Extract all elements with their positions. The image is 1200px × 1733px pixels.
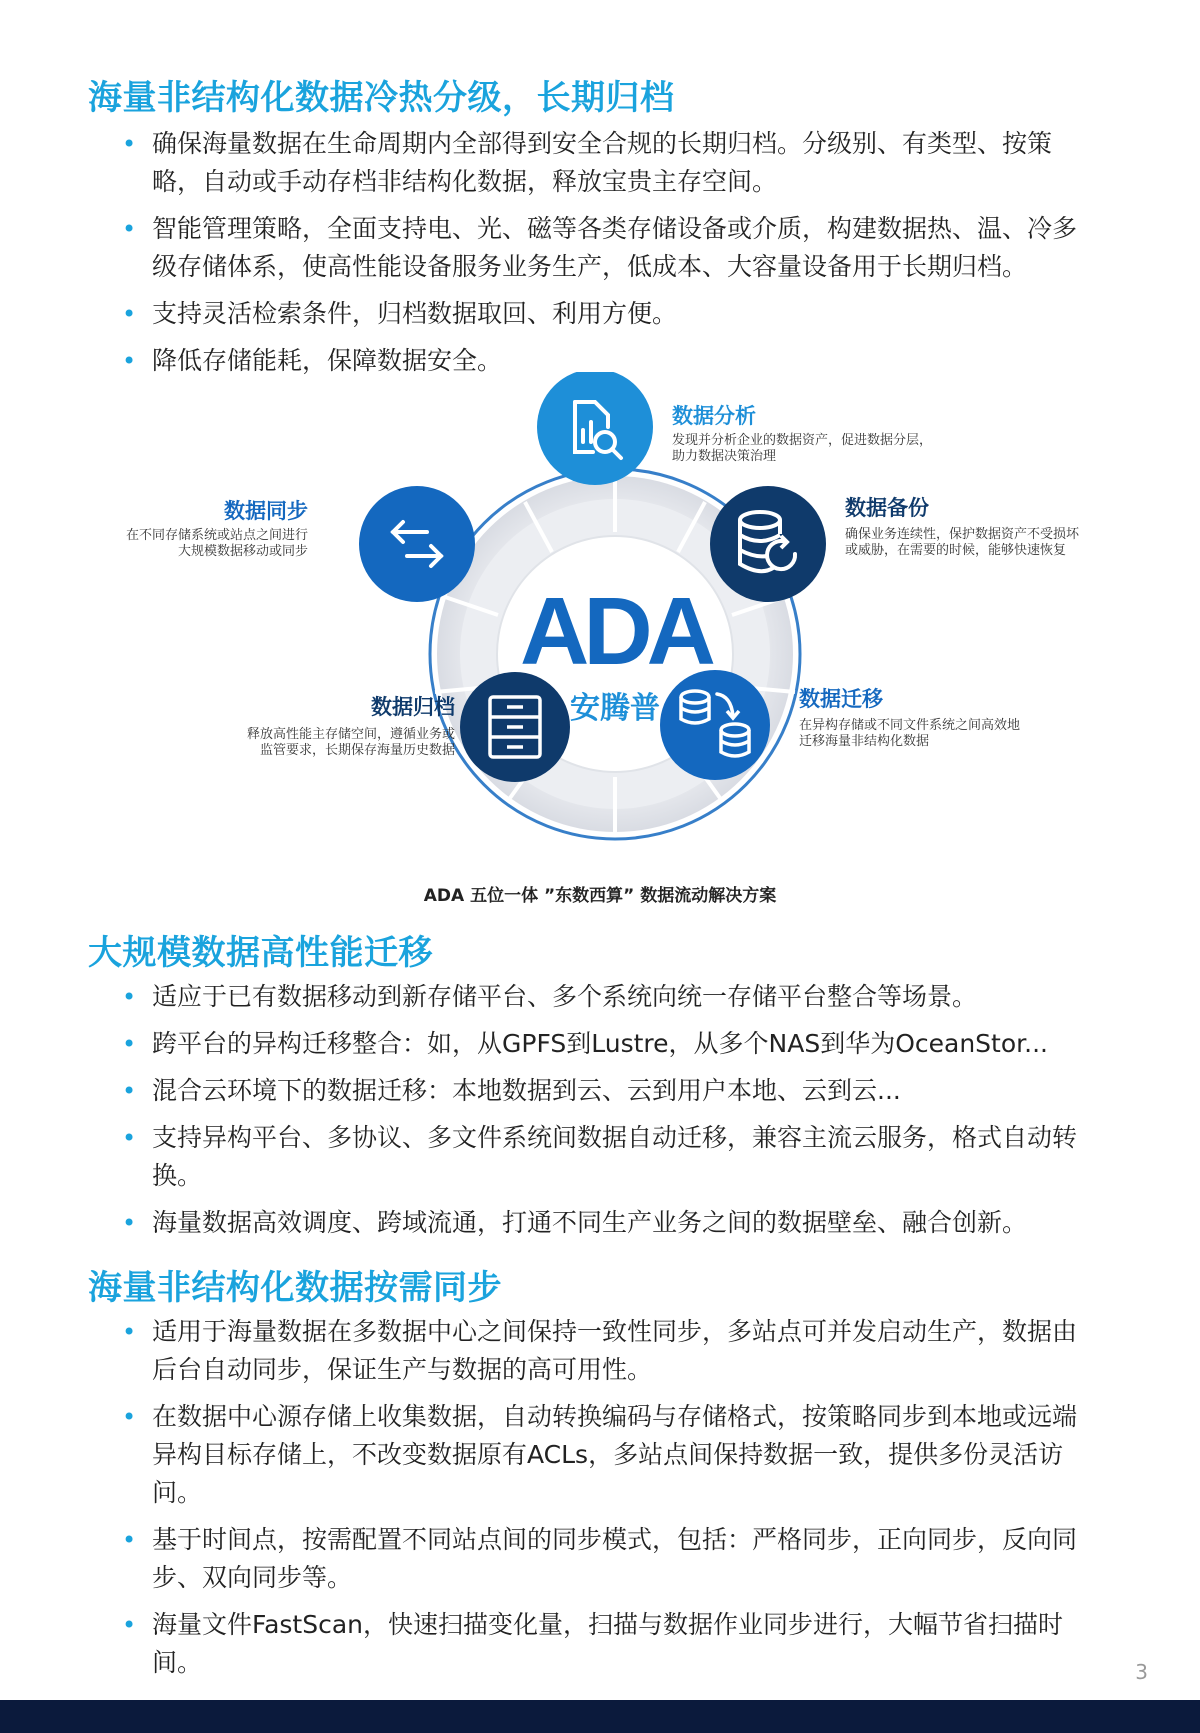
- bullet-icon: •: [122, 1611, 137, 1639]
- bullet-text: 智能管理策略，全面支持电、光、磁等各类存储设备或介质，构建数据热、温、冷多级存储体系，使高性能设备服务业务生产，低成本、大容量设备用于长期归档。: [152, 214, 1078, 281]
- node-data-archive: [247, 672, 570, 782]
- node-description: 助力数据决策治理: [672, 449, 777, 464]
- bullet-text: 降低存储能耗，保障数据安全。: [152, 346, 503, 375]
- logo-text: ADA: [520, 578, 710, 685]
- archiving-bullet-list: [118, 125, 1098, 389]
- list-item: [118, 978, 1098, 1016]
- bullet-icon: •: [122, 983, 137, 1011]
- node-data-analysis: [537, 372, 932, 485]
- footer-bar: [0, 1700, 1200, 1733]
- bullet-icon: •: [122, 347, 137, 375]
- list-item: [118, 1204, 1098, 1242]
- sync-bullet-list: [118, 1313, 1098, 1691]
- bullet-icon: •: [122, 1209, 137, 1237]
- node-description: 大规模数据移动或同步: [177, 544, 308, 559]
- bullet-text: 海量数据高效调度、跨域流通，打通不同生产业务之间的数据壁垒、融合创新。: [152, 1208, 1028, 1237]
- node-description: 确保业务连续性，保护数据资产不受损坏: [845, 527, 1080, 542]
- bullet-text: 支持异构平台、多协议、多文件系统间数据自动迁移，兼容主流云服务，格式自动转换。: [152, 1123, 1078, 1190]
- node-title: 数据同步: [224, 499, 308, 523]
- diagram-caption: ADA 五位一体 ”东数西算” 数据流动解决方案: [423, 886, 777, 906]
- node-description: 释放高性能主存储空间，遵循业务或: [246, 727, 455, 742]
- bullet-text: 在数据中心源存储上收集数据，自动转换编码与存储格式，按策略同步到本地或远端异构目标存储上，不改变数据原有ACLs，多站点间保持数据一致，提供多份灵活访问。: [152, 1402, 1078, 1507]
- bullet-text: 支持灵活检索条件，归档数据取回、利用方便。: [152, 299, 678, 328]
- list-item: [118, 1606, 1098, 1682]
- node-data-migration: [660, 670, 1020, 780]
- bullet-icon: •: [122, 1526, 137, 1554]
- node-description: 发现并分析企业的数据资产，促进数据分层，: [672, 433, 933, 448]
- list-item: [118, 295, 1098, 333]
- section-title-migration: 大规模数据高性能迁移: [88, 933, 433, 973]
- bullet-text: 基于时间点，按需配置不同站点间的同步模式，包括：严格同步，正向同步，反向同步、双向同步等。: [152, 1525, 1078, 1592]
- list-item: [118, 1072, 1098, 1110]
- node-title: 数据归档: [371, 695, 455, 719]
- node-description: 迁移海量非结构化数据: [799, 734, 930, 749]
- logo-subtitle: 安腾普: [570, 691, 660, 726]
- list-item: [118, 1398, 1098, 1512]
- node-title: 数据迁移: [799, 687, 883, 711]
- bullet-text: 确保海量数据在生命周期内全部得到安全合规的长期归档。分级别、有类型、按策略，自动或手动存档非结构化数据，释放宝贵主存空间。: [152, 129, 1053, 196]
- node-data-sync: [126, 486, 475, 602]
- node-description: 或威胁，在需要的时候，能够快速恢复: [845, 543, 1067, 558]
- ada-five-in-one-diagram: [105, 372, 1140, 902]
- list-item: [118, 1119, 1098, 1195]
- bullet-text: 跨平台的异构迁移整合：如，从GPFS到Lustre，从多个NAS到华为OceanStor...: [152, 1029, 1048, 1058]
- bullet-icon: •: [122, 215, 137, 243]
- section-title-archiving: 海量非结构化数据冷热分级，长期归档: [88, 78, 675, 118]
- migration-bullet-list: [118, 978, 1098, 1251]
- node-title: 数据备份: [845, 496, 929, 520]
- bullet-text: 混合云环境下的数据迁移：本地数据到云、云到用户本地、云到云...: [152, 1076, 901, 1105]
- section-title-sync: 海量非结构化数据按需同步: [88, 1268, 502, 1308]
- bullet-icon: •: [122, 1318, 137, 1346]
- bullet-text: 适应于已有数据移动到新存储平台、多个系统向统一存储平台整合等场景。: [152, 982, 978, 1011]
- bullet-icon: •: [122, 1124, 137, 1152]
- node-description: 监管要求，长期保存海量历史数据: [259, 743, 455, 758]
- bullet-icon: •: [122, 1077, 137, 1105]
- page-number: 3: [1135, 1660, 1148, 1684]
- node-description: 在异构存储或不同文件系统之间高效地: [799, 718, 1021, 733]
- bullet-icon: •: [122, 1030, 137, 1058]
- list-item: [118, 210, 1098, 286]
- bullet-icon: •: [122, 130, 137, 158]
- node-data-backup: [710, 486, 1080, 602]
- list-item: [118, 1313, 1098, 1389]
- list-item: [118, 125, 1098, 201]
- node-title: 数据分析: [672, 404, 756, 428]
- node-description: 在不同存储系统或站点之间进行: [125, 528, 308, 543]
- bullet-icon: •: [122, 1403, 137, 1431]
- bullet-text: 海量文件FastScan，快速扫描变化量，扫描与数据作业同步进行，大幅节省扫描时间。: [152, 1610, 1064, 1677]
- list-item: [118, 1521, 1098, 1597]
- bullet-text: 适用于海量数据在多数据中心之间保持一致性同步，多站点可并发启动生产，数据由后台自动同步，保证生产与数据的高可用性。: [152, 1317, 1078, 1384]
- bullet-icon: •: [122, 300, 137, 328]
- list-item: [118, 1025, 1098, 1063]
